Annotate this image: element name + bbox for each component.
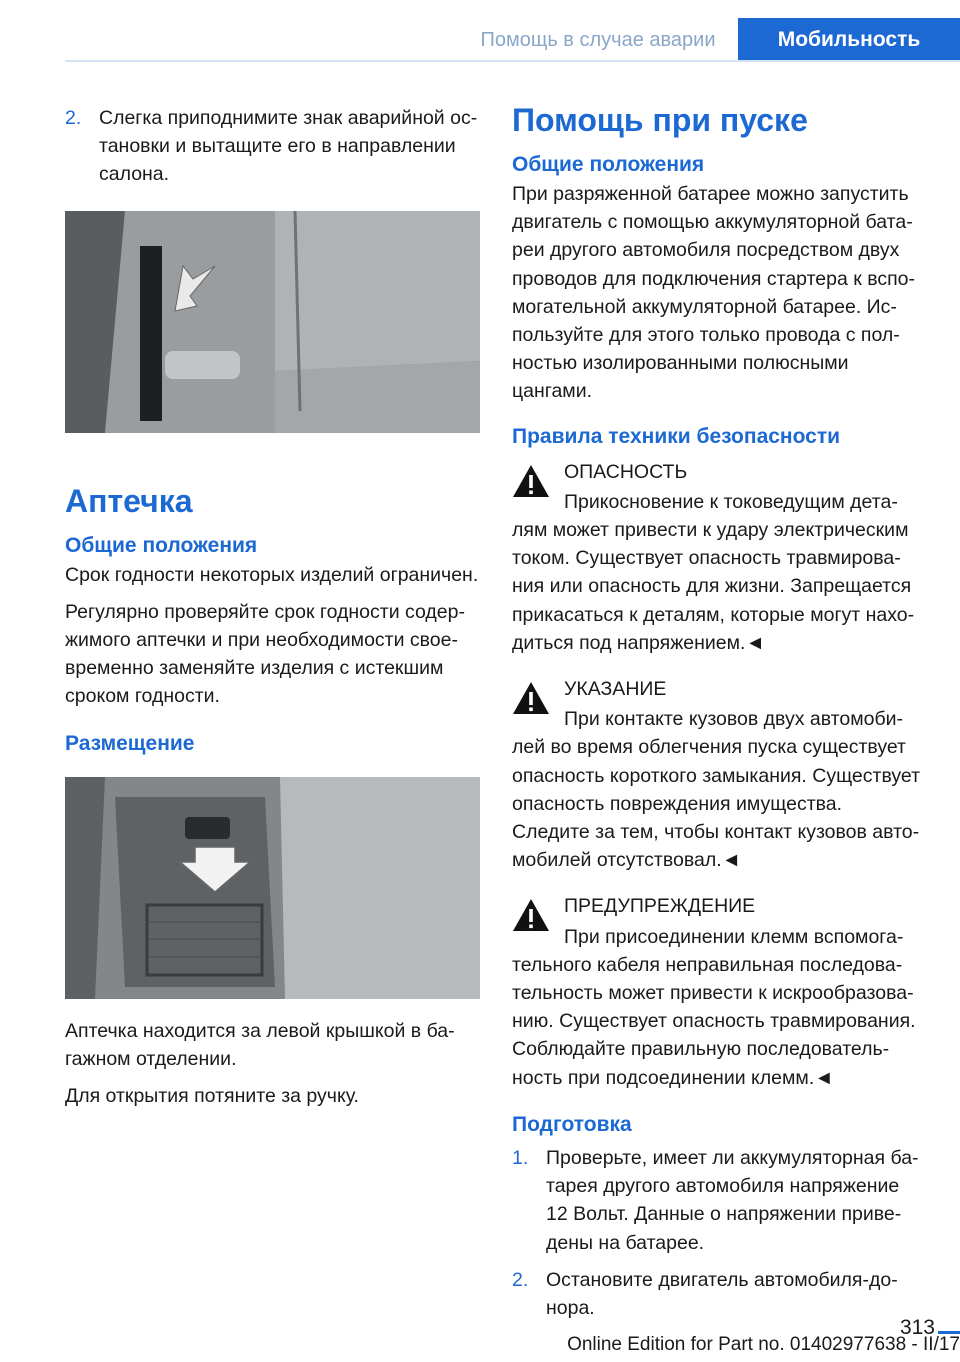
warning-triangle-illustration bbox=[65, 211, 480, 433]
warning-text bbox=[512, 923, 924, 1092]
caution-warning bbox=[512, 892, 924, 1091]
warning-triangle-icon bbox=[512, 464, 550, 498]
list-item bbox=[65, 104, 480, 189]
jump-start-paragraph: При разряженной батарее можно запустить двигатель с помощью аккумуляторной батареи другого автомобиля посредством двух проводов для подключения стартера к вспомогательной аккумуляторной батарее. Используйте для этого только провода с полностью изолированными полюсными цангами. bbox=[512, 183, 915, 403]
warning-body: При присоединении клемм вспомогательного кабеля неправильная последовательность может привести к искрообразованию. Существует опасность травмирования. Соблюдайте правильную последовательность при подсоединении клемм.◄ bbox=[512, 925, 916, 1089]
warning-title: ПРЕДУПРЕЖДЕНИЕ bbox=[564, 895, 756, 918]
warning-body: Прикосновение к токоведущим деталям может привести к удару электрическим током. Существует опасность травмирования или опасность для жизни. Запрещается прикасаться к деталям, которые могут находиться под напряжением.◄ bbox=[512, 490, 915, 654]
step-number: 2. bbox=[512, 1268, 529, 1291]
notice-warning bbox=[512, 675, 924, 874]
location-heading: Размещение bbox=[65, 731, 195, 755]
warning-text bbox=[512, 488, 924, 657]
page-number: 313 bbox=[899, 1316, 935, 1339]
first-aid-paragraph: Срок годности некоторых изделий ограничен. bbox=[65, 563, 479, 586]
safety-heading: Правила техники безопасности bbox=[512, 424, 841, 448]
warning-title: ОПАСНОСТЬ bbox=[564, 460, 688, 483]
left-column bbox=[65, 104, 480, 1119]
page-header bbox=[0, 0, 960, 64]
header-divider bbox=[65, 60, 960, 62]
right-column bbox=[512, 104, 924, 1331]
location-paragraph: Для открытия потяните за ручку. bbox=[65, 1085, 359, 1108]
step-number: 1. bbox=[512, 1146, 529, 1169]
jump-start-general-heading: Общие положения bbox=[512, 153, 705, 176]
jump-start-title: Помощь при пуске bbox=[512, 102, 808, 138]
danger-warning bbox=[512, 458, 924, 657]
edition-note: Online Edition for Part no. 01402977638 - II/17 bbox=[567, 1334, 960, 1355]
preparation-heading: Подготовка bbox=[512, 1112, 632, 1136]
step-text: Проверьте, имеет ли аккумуляторная батарея другого автомобиля напряжение 12 Вольт. Данные о напряжении приведены на батарее. bbox=[546, 1146, 919, 1254]
first-aid-paragraph: Регулярно проверяйте срок годности содержимого аптечки и при необходимости своевременно заменяйте изделия с истекшим сроком годности. bbox=[65, 600, 465, 708]
first-aid-location-photo bbox=[65, 777, 480, 999]
first-aid-location-illustration bbox=[65, 777, 480, 999]
chapter-tab[interactable]: Мобильность bbox=[738, 18, 960, 62]
warning-triangle-photo bbox=[65, 211, 480, 433]
warning-text bbox=[512, 705, 924, 874]
warning-triangle-icon bbox=[512, 681, 550, 715]
list-item bbox=[512, 1266, 924, 1322]
warning-body: При контакте кузовов двух автомобилей во время облегчения пуска существует опасность короткого замыкания. Существует опасность повреждения имущества. Следите за тем, чтобы контакт кузовов автомобилей отсутствовал.◄ bbox=[512, 708, 921, 872]
list-item bbox=[512, 1144, 924, 1257]
section-tab[interactable]: Помощь в случае аварии bbox=[460, 18, 736, 62]
warning-triangle-icon bbox=[512, 898, 550, 932]
warning-title: УКАЗАНИЕ bbox=[564, 678, 667, 701]
step-text: Остановите двигатель автомобиля-донора. bbox=[546, 1268, 898, 1319]
first-aid-general-heading: Общие положения bbox=[65, 533, 258, 557]
step-text: Слегка приподнимите знак аварийной остановки и вытащите его в направлении салона. bbox=[99, 107, 478, 186]
location-paragraph: Аптечка находится за левой крышкой в багажном отделении. bbox=[65, 1019, 455, 1070]
step-number: 2. bbox=[65, 107, 82, 129]
first-aid-title: Аптечка bbox=[65, 482, 193, 519]
